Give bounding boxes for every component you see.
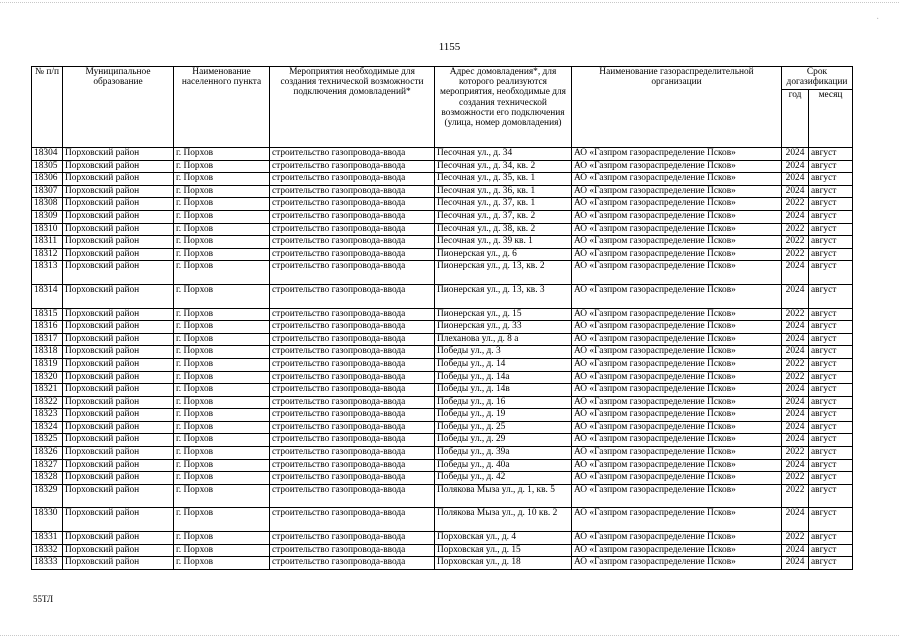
cell-settlement: г. Порхов [174,396,270,409]
cell-settlement: г. Порхов [174,508,270,532]
cell-organization: АО «Газпром газораспределение Псков» [572,544,782,557]
table-row [32,321,853,334]
cell-municipality: Порховский район [63,284,174,308]
table-row [32,421,853,434]
table-row [32,472,853,485]
cell-organization: АО «Газпром газораспределение Псков» [572,308,782,321]
cell-year: 2024 [782,557,809,570]
cell-municipality: Порховский район [63,384,174,397]
table-row [32,384,853,397]
cell-year: 2022 [782,484,809,508]
cell-address: Полякова Мыза ул., д. 10 кв. 2 [435,508,572,532]
table-row [32,358,853,371]
cell-year: 2024 [782,459,809,472]
header-address: Адрес домовладения*, для которого реализуются мероприятия, необходимые для создания технической возможности его подключения (улица, номер домовладения) [435,67,572,148]
cell-settlement: г. Порхов [174,236,270,249]
cell-month: август [809,421,853,434]
cell-num: 18319 [32,358,63,371]
cell-measure: строительство газопровода-ввода [270,508,435,532]
cell-municipality: Порховский район [63,198,174,211]
cell-organization: АО «Газпром газораспределение Псков» [572,248,782,261]
cell-municipality: Порховский район [63,532,174,545]
cell-settlement: г. Порхов [174,371,270,384]
cell-num: 18330 [32,508,63,532]
cell-settlement: г. Порхов [174,321,270,334]
cell-measure: строительство газопровода-ввода [270,173,435,186]
cell-measure: строительство газопровода-ввода [270,333,435,346]
cell-num: 18331 [32,532,63,545]
cell-month: август [809,185,853,198]
cell-year: 2024 [782,396,809,409]
cell-month: август [809,308,853,321]
cell-settlement: г. Порхов [174,248,270,261]
cell-year: 2022 [782,447,809,460]
gasification-table [31,66,853,570]
table-row [32,409,853,422]
cell-municipality: Порховский район [63,508,174,532]
cell-num: 18317 [32,333,63,346]
footer-code: 55ТЛ [33,594,54,604]
cell-month: август [809,210,853,223]
page-number: 1155 [438,41,461,53]
cell-settlement: г. Порхов [174,333,270,346]
cell-address: Пионерская ул., д. 13, кв. 3 [435,284,572,308]
cell-month: август [809,236,853,249]
cell-measure: строительство газопровода-ввода [270,198,435,211]
cell-address: Победы ул., д. 16 [435,396,572,409]
cell-num: 18316 [32,321,63,334]
cell-num: 18308 [32,198,63,211]
cell-month: август [809,484,853,508]
cell-organization: АО «Газпром газораспределение Псков» [572,321,782,334]
cell-municipality: Порховский район [63,173,174,186]
table-row [32,396,853,409]
cell-address: Плеханова ул., д. 8 а [435,333,572,346]
cell-month: август [809,321,853,334]
cell-num: 18332 [32,544,63,557]
cell-organization: АО «Газпром газораспределение Псков» [572,210,782,223]
cell-measure: строительство газопровода-ввода [270,447,435,460]
cell-settlement: г. Порхов [174,198,270,211]
cell-month: август [809,409,853,422]
cell-municipality: Порховский район [63,333,174,346]
cell-year: 2022 [782,371,809,384]
cell-municipality: Порховский район [63,358,174,371]
cell-municipality: Порховский район [63,236,174,249]
cell-organization: АО «Газпром газораспределение Псков» [572,532,782,545]
cell-month: август [809,557,853,570]
cell-month: август [809,173,853,186]
cell-num: 18325 [32,434,63,447]
cell-municipality: Порховский район [63,409,174,422]
cell-measure: строительство газопровода-ввода [270,223,435,236]
cell-month: август [809,284,853,308]
cell-organization: АО «Газпром газораспределение Псков» [572,484,782,508]
header-year: год [782,90,809,148]
cell-month: август [809,358,853,371]
cell-num: 18333 [32,557,63,570]
cell-month: август [809,384,853,397]
table-row [32,210,853,223]
cell-organization: АО «Газпром газораспределение Псков» [572,358,782,371]
cell-year: 2024 [782,148,809,161]
cell-num: 18324 [32,421,63,434]
cell-measure: строительство газопровода-ввода [270,409,435,422]
scan-mark: · [876,14,880,25]
header-measures: Мероприятия необходимые для создания технической возможности подключения домовладений* [270,67,435,148]
cell-organization: АО «Газпром газораспределение Псков» [572,447,782,460]
cell-settlement: г. Порхов [174,346,270,359]
cell-num: 18326 [32,447,63,460]
cell-organization: АО «Газпром газораспределение Псков» [572,236,782,249]
cell-address: Победы ул., д. 14а [435,371,572,384]
cell-municipality: Порховский район [63,557,174,570]
table-row [32,532,853,545]
cell-address: Победы ул., д. 25 [435,421,572,434]
header-municipality: Муниципальное образование [63,67,174,148]
table-row [32,198,853,211]
cell-year: 2024 [782,173,809,186]
cell-month: август [809,544,853,557]
cell-municipality: Порховский район [63,346,174,359]
cell-address: Песочная ул., д. 39 кв. 1 [435,236,572,249]
cell-measure: строительство газопровода-ввода [270,160,435,173]
cell-year: 2024 [782,409,809,422]
cell-settlement: г. Порхов [174,434,270,447]
cell-month: август [809,160,853,173]
header-month: месяц [809,90,853,148]
cell-address: Песочная ул., д. 36, кв. 1 [435,185,572,198]
cell-month: август [809,371,853,384]
cell-measure: строительство газопровода-ввода [270,532,435,545]
cell-num: 18309 [32,210,63,223]
scan-edge-bottom [0,635,899,637]
cell-address: Песочная ул., д. 37, кв. 1 [435,198,572,211]
cell-measure: строительство газопровода-ввода [270,358,435,371]
cell-measure: строительство газопровода-ввода [270,434,435,447]
cell-municipality: Порховский район [63,308,174,321]
cell-organization: АО «Газпром газораспределение Псков» [572,160,782,173]
cell-measure: строительство газопровода-ввода [270,459,435,472]
cell-address: Порховская ул., д. 18 [435,557,572,570]
cell-organization: АО «Газпром газораспределение Псков» [572,384,782,397]
scan-edge-top [0,2,899,4]
table-row [32,173,853,186]
cell-measure: строительство газопровода-ввода [270,484,435,508]
cell-organization: АО «Газпром газораспределение Псков» [572,261,782,285]
cell-address: Победы ул., д. 42 [435,472,572,485]
cell-municipality: Порховский район [63,484,174,508]
header-deadline: Срок догазификации [782,67,853,90]
cell-num: 18310 [32,223,63,236]
table-row [32,508,853,532]
cell-month: август [809,148,853,161]
cell-address: Песочная ул., д. 35, кв. 1 [435,173,572,186]
cell-year: 2024 [782,321,809,334]
cell-organization: АО «Газпром газораспределение Псков» [572,173,782,186]
cell-municipality: Порховский район [63,459,174,472]
cell-year: 2022 [782,223,809,236]
cell-month: август [809,472,853,485]
cell-num: 18327 [32,459,63,472]
table-body [32,148,853,570]
table-row [32,248,853,261]
cell-measure: строительство газопровода-ввода [270,261,435,285]
table-row [32,484,853,508]
cell-organization: АО «Газпром газораспределение Псков» [572,185,782,198]
cell-settlement: г. Порхов [174,421,270,434]
cell-num: 18321 [32,384,63,397]
cell-address: Песочная ул., д. 38, кв. 2 [435,223,572,236]
cell-settlement: г. Порхов [174,532,270,545]
table-row [32,261,853,285]
cell-num: 18314 [32,284,63,308]
cell-measure: строительство газопровода-ввода [270,308,435,321]
cell-year: 2024 [782,434,809,447]
cell-month: август [809,248,853,261]
table-row [32,236,853,249]
cell-measure: строительство газопровода-ввода [270,321,435,334]
table-row [32,284,853,308]
cell-year: 2024 [782,185,809,198]
cell-month: август [809,508,853,532]
cell-settlement: г. Порхов [174,484,270,508]
cell-num: 18304 [32,148,63,161]
cell-municipality: Порховский район [63,148,174,161]
cell-organization: АО «Газпром газораспределение Псков» [572,333,782,346]
cell-settlement: г. Порхов [174,447,270,460]
cell-settlement: г. Порхов [174,384,270,397]
cell-municipality: Порховский район [63,321,174,334]
cell-municipality: Порховский район [63,261,174,285]
cell-year: 2022 [782,236,809,249]
cell-organization: АО «Газпром газораспределение Псков» [572,472,782,485]
cell-organization: АО «Газпром газораспределение Псков» [572,371,782,384]
cell-year: 2024 [782,384,809,397]
cell-num: 18311 [32,236,63,249]
cell-organization: АО «Газпром газораспределение Псков» [572,409,782,422]
cell-municipality: Порховский район [63,248,174,261]
cell-settlement: г. Порхов [174,284,270,308]
cell-address: Песочная ул., д. 37, кв. 2 [435,210,572,223]
cell-measure: строительство газопровода-ввода [270,248,435,261]
cell-month: август [809,532,853,545]
cell-measure: строительство газопровода-ввода [270,557,435,570]
cell-municipality: Порховский район [63,396,174,409]
cell-address: Победы ул., д. 14 [435,358,572,371]
cell-month: август [809,459,853,472]
cell-year: 2024 [782,421,809,434]
table-row [32,459,853,472]
table-row [32,223,853,236]
cell-address: Победы ул., д. 14в [435,384,572,397]
cell-num: 18323 [32,409,63,422]
cell-address: Порховская ул., д. 4 [435,532,572,545]
cell-measure: строительство газопровода-ввода [270,210,435,223]
cell-settlement: г. Порхов [174,358,270,371]
cell-measure: строительство газопровода-ввода [270,185,435,198]
cell-settlement: г. Порхов [174,148,270,161]
cell-settlement: г. Порхов [174,472,270,485]
cell-num: 18328 [32,472,63,485]
cell-year: 2022 [782,472,809,485]
cell-municipality: Порховский район [63,544,174,557]
cell-num: 18329 [32,484,63,508]
cell-month: август [809,198,853,211]
cell-year: 2022 [782,248,809,261]
cell-settlement: г. Порхов [174,261,270,285]
cell-organization: АО «Газпром газораспределение Псков» [572,421,782,434]
header-organization: Наименование газораспределительной организации [572,67,782,148]
header-settlement: Наименование населенного пункта [174,67,270,148]
table-row [32,447,853,460]
cell-organization: АО «Газпром газораспределение Псков» [572,557,782,570]
cell-measure: строительство газопровода-ввода [270,544,435,557]
cell-address: Победы ул., д. 3 [435,346,572,359]
cell-settlement: г. Порхов [174,223,270,236]
cell-num: 18305 [32,160,63,173]
table-row [32,557,853,570]
cell-organization: АО «Газпром газораспределение Псков» [572,148,782,161]
cell-year: 2024 [782,544,809,557]
cell-municipality: Порховский район [63,472,174,485]
cell-measure: строительство газопровода-ввода [270,346,435,359]
cell-measure: строительство газопровода-ввода [270,396,435,409]
table-row [32,371,853,384]
cell-address: Порховская ул., д. 15 [435,544,572,557]
table-row [32,544,853,557]
cell-measure: строительство газопровода-ввода [270,472,435,485]
cell-municipality: Порховский район [63,223,174,236]
cell-num: 18312 [32,248,63,261]
cell-year: 2024 [782,508,809,532]
cell-measure: строительство газопровода-ввода [270,421,435,434]
cell-month: август [809,447,853,460]
cell-month: август [809,223,853,236]
cell-organization: АО «Газпром газораспределение Псков» [572,284,782,308]
cell-settlement: г. Порхов [174,160,270,173]
cell-measure: строительство газопровода-ввода [270,236,435,249]
cell-address: Победы ул., д. 40а [435,459,572,472]
cell-address: Пионерская ул., д. 33 [435,321,572,334]
cell-year: 2024 [782,210,809,223]
cell-year: 2024 [782,284,809,308]
cell-organization: АО «Газпром газораспределение Псков» [572,459,782,472]
cell-month: август [809,261,853,285]
cell-address: Песочная ул., д. 34, кв. 2 [435,160,572,173]
cell-month: август [809,434,853,447]
cell-municipality: Порховский район [63,447,174,460]
cell-num: 18320 [32,371,63,384]
cell-address: Победы ул., д. 29 [435,434,572,447]
cell-address: Полякова Мыза ул., д. 1, кв. 5 [435,484,572,508]
cell-address: Пионерская ул., д. 13, кв. 2 [435,261,572,285]
cell-measure: строительство газопровода-ввода [270,148,435,161]
cell-num: 18313 [32,261,63,285]
header-num: № п/п [32,67,63,148]
cell-municipality: Порховский район [63,371,174,384]
cell-address: Победы ул., д. 39а [435,447,572,460]
cell-year: 2022 [782,532,809,545]
cell-year: 2022 [782,308,809,321]
table-header [32,67,853,148]
cell-municipality: Порховский район [63,421,174,434]
cell-municipality: Порховский район [63,210,174,223]
table-row [32,434,853,447]
cell-num: 18322 [32,396,63,409]
cell-month: август [809,396,853,409]
cell-year: 2024 [782,333,809,346]
cell-organization: АО «Газпром газораспределение Псков» [572,396,782,409]
cell-measure: строительство газопровода-ввода [270,384,435,397]
cell-month: август [809,333,853,346]
cell-organization: АО «Газпром газораспределение Псков» [572,223,782,236]
cell-settlement: г. Порхов [174,409,270,422]
cell-organization: АО «Газпром газораспределение Псков» [572,346,782,359]
cell-settlement: г. Порхов [174,308,270,321]
cell-num: 18318 [32,346,63,359]
table-row [32,148,853,161]
cell-municipality: Порховский район [63,185,174,198]
cell-year: 2024 [782,261,809,285]
table-row [32,160,853,173]
cell-num: 18315 [32,308,63,321]
cell-measure: строительство газопровода-ввода [270,371,435,384]
cell-municipality: Порховский район [63,434,174,447]
table-row [32,308,853,321]
cell-num: 18306 [32,173,63,186]
cell-year: 2022 [782,358,809,371]
cell-address: Пионерская ул., д. 6 [435,248,572,261]
cell-settlement: г. Порхов [174,210,270,223]
cell-year: 2022 [782,198,809,211]
cell-settlement: г. Порхов [174,173,270,186]
table-row [32,185,853,198]
table-row [32,333,853,346]
table-row [32,346,853,359]
cell-address: Песочная ул., д. 34 [435,148,572,161]
cell-settlement: г. Порхов [174,459,270,472]
cell-num: 18307 [32,185,63,198]
cell-address: Победы ул., д. 19 [435,409,572,422]
cell-year: 2024 [782,160,809,173]
cell-settlement: г. Порхов [174,544,270,557]
cell-settlement: г. Порхов [174,557,270,570]
cell-measure: строительство газопровода-ввода [270,284,435,308]
cell-settlement: г. Порхов [174,185,270,198]
cell-organization: АО «Газпром газораспределение Псков» [572,198,782,211]
cell-municipality: Порховский район [63,160,174,173]
cell-address: Пионерская ул., д. 15 [435,308,572,321]
cell-year: 2024 [782,346,809,359]
cell-month: август [809,346,853,359]
cell-organization: АО «Газпром газораспределение Псков» [572,508,782,532]
cell-organization: АО «Газпром газораспределение Псков» [572,434,782,447]
